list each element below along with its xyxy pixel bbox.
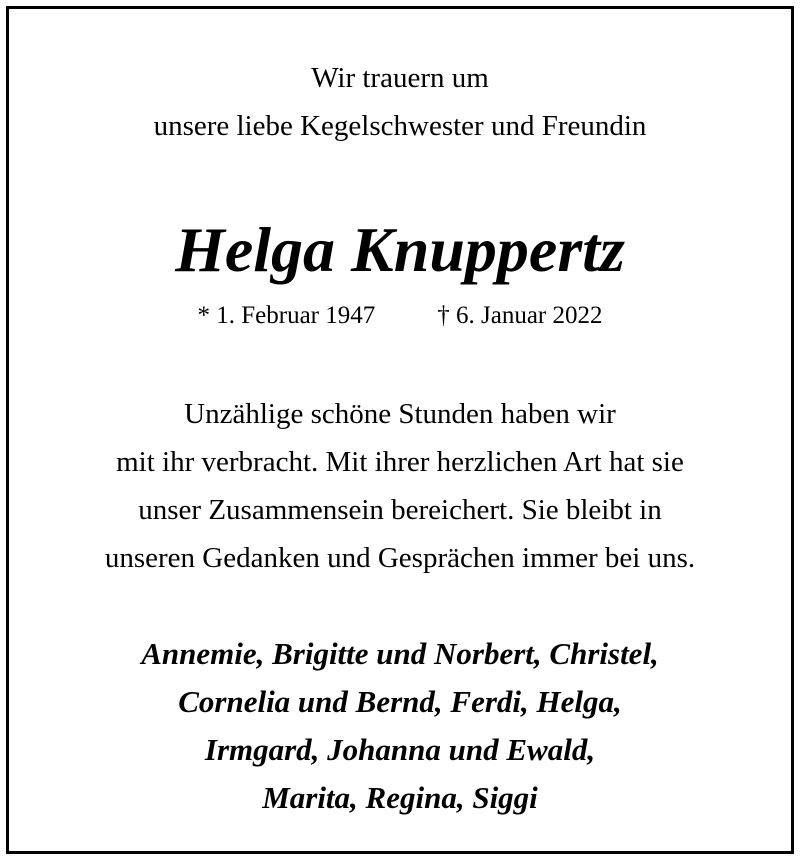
life-dates [0, 298, 800, 334]
intro-line: unsere liebe Kegelschwester und Freundin [153, 110, 647, 142]
signer-line: Cornelia und Bernd, Ferdi, Helga, [178, 684, 622, 719]
tribute-line: unser Zusammensein bereichert. Sie bleibt in [138, 494, 662, 526]
birth-date: * 1. Februar 1947 [197, 302, 376, 329]
signer-line: Annemie, Brigitte und Norbert, Christel, [141, 636, 659, 671]
tribute-line: unseren Gedanken und Gesprächen immer bei uns. [104, 542, 696, 574]
signer-line: Irmgard, Johanna und Ewald, [204, 732, 596, 767]
intro-text [0, 54, 800, 150]
tribute-line: mit ihr verbracht. Mit ihrer herzlichen Art hat sie [116, 446, 684, 478]
deceased-name: Helga Knuppertz [175, 214, 625, 285]
death-date: † 6. Januar 2022 [437, 302, 603, 329]
tribute-line: Unzählige schöne Stunden haben wir [184, 398, 616, 430]
signers-list [0, 630, 800, 822]
intro-line: Wir trauern um [311, 62, 489, 94]
tribute-text [0, 390, 800, 582]
signer-line: Marita, Regina, Siggi [262, 780, 538, 815]
